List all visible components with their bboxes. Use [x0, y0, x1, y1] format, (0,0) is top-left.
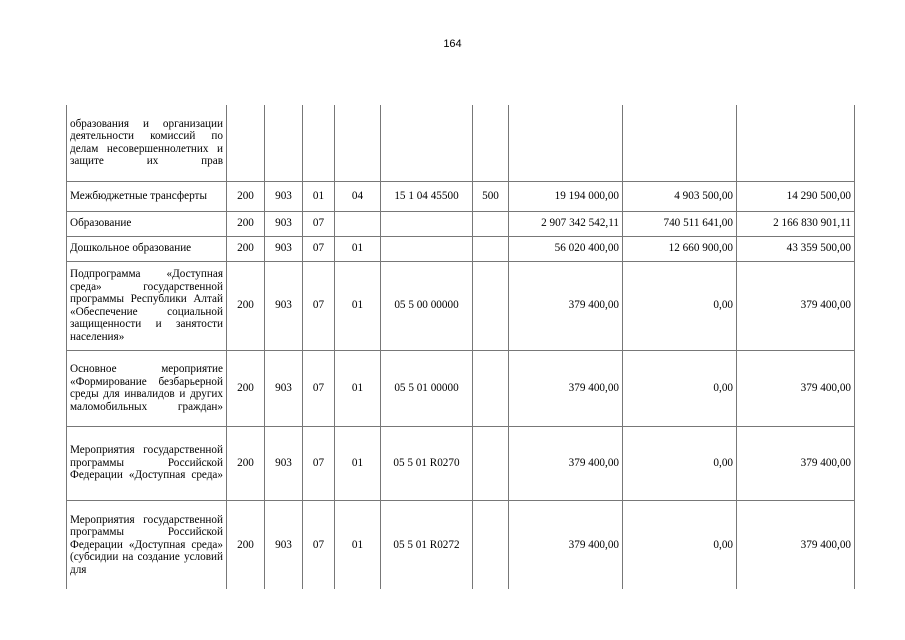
target-cell: 05 5 00 00000	[381, 261, 473, 350]
subsection-cell: 01	[335, 426, 381, 500]
amount-republic-cell: 379 400,00	[737, 500, 855, 589]
target-cell: 05 5 01 R0270	[381, 426, 473, 500]
expense-type-cell	[473, 500, 509, 589]
amount-republic-cell: 379 400,00	[737, 261, 855, 350]
target-cell	[381, 236, 473, 261]
expense-type-cell	[473, 211, 509, 236]
amount-republic-cell: 379 400,00	[737, 350, 855, 426]
ministry-cell: 200	[227, 350, 265, 426]
expense-type-cell	[473, 236, 509, 261]
target-cell: 05 5 01 R0272	[381, 500, 473, 589]
row-name: образования и организации деятельности комиссий по делам несовершеннолетних и защите их прав	[67, 105, 227, 181]
amount-federal-cell: 0,00	[623, 500, 737, 589]
amount-total-cell: 19 194 000,00	[509, 181, 623, 211]
table-row	[67, 181, 855, 211]
expense-type-cell	[473, 261, 509, 350]
row-name: Дошкольное образование	[67, 236, 227, 261]
amount-total-cell: 379 400,00	[509, 426, 623, 500]
table-row	[67, 261, 855, 350]
amount-total-cell	[509, 105, 623, 181]
amount-total-cell: 379 400,00	[509, 500, 623, 589]
row-name: Образование	[67, 211, 227, 236]
expense-type-cell	[473, 105, 509, 181]
subsection-cell	[335, 211, 381, 236]
subsection-cell: 01	[335, 350, 381, 426]
ministry-cell: 200	[227, 211, 265, 236]
row-name: Основное мероприятие «Формирование безбарьерной среды для инвалидов и других маломобильных граждан»	[67, 350, 227, 426]
table-row	[67, 500, 855, 589]
amount-republic-cell: 2 166 830 901,11	[737, 211, 855, 236]
amount-republic-cell: 43 359 500,00	[737, 236, 855, 261]
row-name: Мероприятия государственной программы Российской Федерации «Доступная среда»	[67, 426, 227, 500]
table-row	[67, 350, 855, 426]
ministry-cell: 200	[227, 181, 265, 211]
amount-total-cell: 56 020 400,00	[509, 236, 623, 261]
expense-type-cell: 500	[473, 181, 509, 211]
section-cell: 07	[303, 211, 335, 236]
section-cell: 07	[303, 350, 335, 426]
section-cell: 01	[303, 181, 335, 211]
ministry-cell	[227, 105, 265, 181]
ministry-cell: 200	[227, 261, 265, 350]
table-row	[67, 105, 855, 181]
target-cell: 05 5 01 00000	[381, 350, 473, 426]
ministry-code-cell: 903	[265, 181, 303, 211]
row-name: Подпрограмма «Доступная среда» государственной программы Республики Алтай «Обеспечение социальной защищенности и занятости населения»	[67, 261, 227, 350]
ministry-code-cell: 903	[265, 261, 303, 350]
section-cell: 07	[303, 261, 335, 350]
target-cell	[381, 105, 473, 181]
expense-type-cell	[473, 426, 509, 500]
subsection-cell: 01	[335, 261, 381, 350]
subsection-cell: 01	[335, 500, 381, 589]
amount-republic-cell: 14 290 500,00	[737, 181, 855, 211]
amount-federal-cell: 0,00	[623, 261, 737, 350]
ministry-code-cell: 903	[265, 500, 303, 589]
row-name: Мероприятия государственной программы Российской Федерации «Доступная среда» (субсидии на создание условий для	[67, 500, 227, 589]
ministry-code-cell	[265, 105, 303, 181]
section-cell: 07	[303, 426, 335, 500]
amount-total-cell: 379 400,00	[509, 261, 623, 350]
subsection-cell	[335, 105, 381, 181]
ministry-code-cell: 903	[265, 236, 303, 261]
amount-total-cell: 379 400,00	[509, 350, 623, 426]
section-cell	[303, 105, 335, 181]
table-row	[67, 236, 855, 261]
ministry-code-cell: 903	[265, 426, 303, 500]
amount-federal-cell: 0,00	[623, 350, 737, 426]
ministry-cell: 200	[227, 500, 265, 589]
section-cell: 07	[303, 500, 335, 589]
page-number: 164	[443, 38, 462, 50]
amount-federal-cell: 0,00	[623, 426, 737, 500]
expense-type-cell	[473, 350, 509, 426]
row-name: Межбюджетные трансферты	[67, 181, 227, 211]
amount-republic-cell: 379 400,00	[737, 426, 855, 500]
section-cell: 07	[303, 236, 335, 261]
table-row	[67, 211, 855, 236]
target-cell	[381, 211, 473, 236]
ministry-code-cell: 903	[265, 211, 303, 236]
budget-table	[66, 105, 855, 589]
target-cell: 15 1 04 45500	[381, 181, 473, 211]
amount-federal-cell: 4 903 500,00	[623, 181, 737, 211]
ministry-cell: 200	[227, 426, 265, 500]
amount-federal-cell: 12 660 900,00	[623, 236, 737, 261]
amount-total-cell: 2 907 342 542,11	[509, 211, 623, 236]
subsection-cell: 04	[335, 181, 381, 211]
ministry-code-cell: 903	[265, 350, 303, 426]
amount-federal-cell	[623, 105, 737, 181]
subsection-cell: 01	[335, 236, 381, 261]
amount-federal-cell: 740 511 641,00	[623, 211, 737, 236]
ministry-cell: 200	[227, 236, 265, 261]
table-row	[67, 426, 855, 500]
amount-republic-cell	[737, 105, 855, 181]
